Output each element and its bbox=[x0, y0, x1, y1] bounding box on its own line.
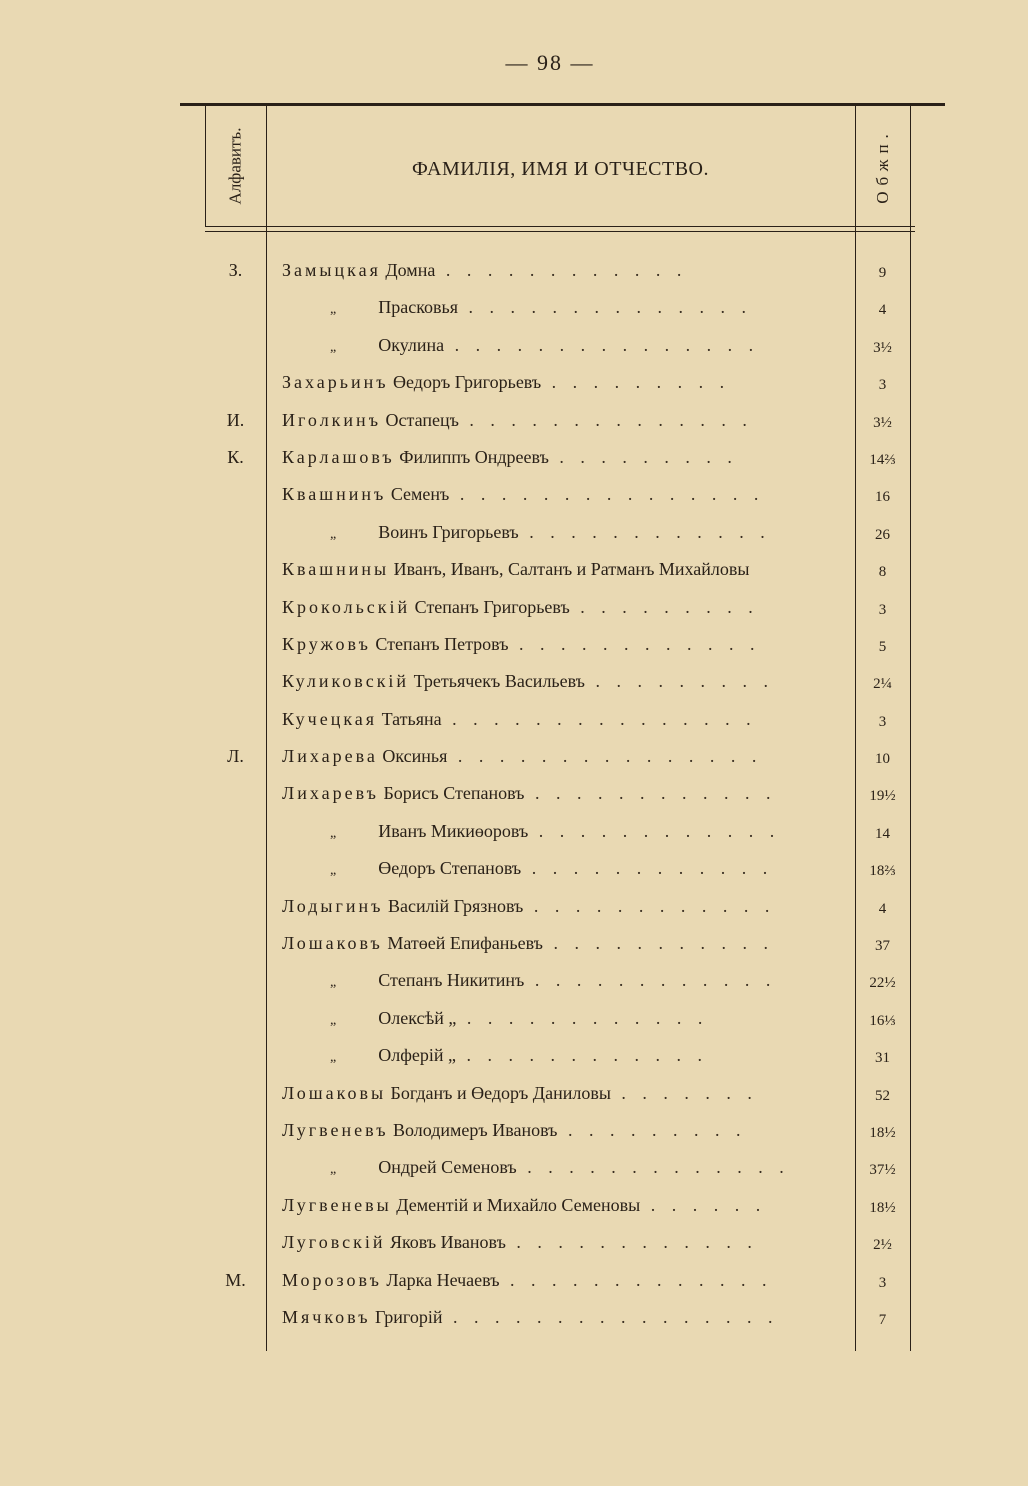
alphabet-letter: З. bbox=[228, 260, 243, 280]
leader-dots: . . . . . . . . . . . . bbox=[528, 820, 781, 841]
given-name: Прасковья bbox=[378, 297, 459, 318]
table-row bbox=[180, 330, 915, 367]
obzh-count: 8 bbox=[878, 564, 887, 581]
leader-dots: . . . . . . . . . . . . bbox=[505, 1232, 758, 1253]
obzh-count: 16 bbox=[875, 489, 890, 506]
given-name: Борисъ Степановъ bbox=[378, 783, 525, 804]
header-bottom-rule-double bbox=[205, 231, 915, 232]
obzh-count: 3½ bbox=[873, 339, 892, 356]
given-name: Степанъ Никитинъ bbox=[378, 970, 525, 991]
obzh-count: 37 bbox=[875, 938, 890, 955]
given-name: Дементій и Михайло Семеновы bbox=[391, 1194, 641, 1215]
surname: Мячковъ bbox=[282, 1306, 371, 1327]
alphabet-letter: И. bbox=[226, 409, 245, 430]
obzh-count: 3½ bbox=[873, 414, 892, 431]
table-row bbox=[180, 741, 915, 778]
ditto-mark: „ bbox=[330, 1162, 337, 1178]
table-row bbox=[180, 1227, 915, 1264]
given-name: Третьячекъ Васильевъ bbox=[409, 671, 585, 692]
leader-dots: . . . . . . . . . . . . bbox=[456, 1007, 709, 1028]
register-table bbox=[180, 103, 915, 1353]
person-name bbox=[282, 970, 842, 991]
leader-dots: . . . . . . . . . . . bbox=[542, 933, 774, 954]
obzh-count: 19½ bbox=[869, 788, 896, 805]
person-name bbox=[282, 297, 842, 318]
surname: Захарьинъ bbox=[282, 372, 389, 393]
ditto-mark: „ bbox=[330, 1012, 337, 1028]
obzh-count: 16⅓ bbox=[869, 1012, 896, 1029]
person-name bbox=[282, 335, 842, 356]
surname: Кучецкая bbox=[282, 708, 378, 729]
alphabet-column-header bbox=[205, 106, 266, 226]
leader-dots: . . . . . . . . . . . . . . . . bbox=[442, 1306, 779, 1327]
person-name bbox=[282, 896, 842, 917]
surname: Карлашовъ bbox=[282, 446, 395, 467]
surname: Лихарева bbox=[282, 746, 378, 767]
table-row bbox=[180, 367, 915, 404]
given-name: Богданъ и Өедоръ Даниловы bbox=[386, 1082, 611, 1103]
person-name bbox=[282, 1270, 842, 1291]
table-row bbox=[180, 255, 915, 292]
leader-dots: . . . . . . . . . . . . . . . bbox=[449, 484, 765, 505]
given-name: Степанъ Петровъ bbox=[370, 633, 509, 654]
given-name: Домна bbox=[380, 260, 436, 280]
leader-dots: . . . . . . . . . . . . . . bbox=[458, 297, 753, 318]
leader-dots: . . . . . . . . . bbox=[569, 596, 759, 617]
table-row bbox=[180, 1003, 915, 1040]
leader-dots: . . . . . . . . . bbox=[557, 1119, 747, 1140]
leader-dots: . . . . . . . . . . . . bbox=[508, 633, 761, 654]
leader-dots: . . . . . . . . . bbox=[541, 372, 731, 393]
alphabet-letter: К. bbox=[227, 446, 244, 467]
surname: Квашнины bbox=[282, 559, 390, 580]
table-row bbox=[180, 292, 915, 329]
alphabet-letter: Л. bbox=[227, 746, 244, 767]
surname: Иголкинъ bbox=[282, 409, 381, 430]
obzh-count: 10 bbox=[875, 751, 890, 768]
person-name bbox=[282, 821, 842, 842]
person-name bbox=[282, 709, 842, 730]
person-name bbox=[282, 597, 842, 618]
given-name: Өедоръ Степановъ bbox=[378, 858, 522, 879]
given-name: Ондрей Семеновъ bbox=[378, 1157, 517, 1178]
table-row bbox=[180, 442, 915, 479]
given-name: Василій Грязновъ bbox=[383, 895, 524, 916]
table-row bbox=[180, 629, 915, 666]
count-column-header bbox=[855, 106, 910, 226]
given-name: Воинъ Григорьевъ bbox=[378, 521, 519, 542]
leader-dots: . . . . . . . . . . . . bbox=[518, 521, 771, 542]
person-name bbox=[282, 559, 842, 580]
table-row bbox=[180, 1265, 915, 1302]
given-name: Оксинья bbox=[377, 746, 448, 767]
ditto-mark: „ bbox=[330, 302, 337, 318]
given-name: Григорій bbox=[370, 1306, 443, 1327]
count-header-label: Обжп. bbox=[872, 128, 892, 204]
person-name bbox=[282, 1195, 842, 1216]
table-row bbox=[180, 1078, 915, 1115]
obzh-count: 22½ bbox=[869, 975, 896, 992]
obzh-count: 3 bbox=[878, 377, 887, 394]
obzh-count: 3 bbox=[878, 1274, 887, 1291]
surname: Кружовъ bbox=[282, 633, 371, 654]
given-name: Володимеръ Ивановъ bbox=[388, 1119, 558, 1140]
obzh-count: 37½ bbox=[869, 1162, 896, 1179]
given-name: Степанъ Григорьевъ bbox=[410, 596, 570, 617]
leader-dots: . . . . . . . . . . . . . . bbox=[458, 409, 753, 430]
given-name: Иванъ, Иванъ, Салтанъ и Ратманъ Михайловы bbox=[389, 559, 750, 580]
table-row bbox=[180, 816, 915, 853]
obzh-count: 4 bbox=[878, 302, 887, 319]
name-column-header: ФАМИЛІЯ, ИМЯ И ОТЧЕСТВО. bbox=[412, 158, 709, 180]
person-name bbox=[282, 1232, 842, 1253]
obzh-count: 2½ bbox=[873, 1237, 892, 1254]
table-row bbox=[180, 1302, 915, 1339]
obzh-count: 18½ bbox=[869, 1199, 896, 1216]
table-row bbox=[180, 965, 915, 1002]
obzh-count: 4 bbox=[878, 900, 887, 917]
person-name bbox=[282, 447, 842, 468]
person-name bbox=[282, 634, 842, 655]
leader-dots: . . . . . . . . . . . . bbox=[524, 970, 777, 991]
table-row bbox=[180, 778, 915, 815]
table-row bbox=[180, 704, 915, 741]
given-name: Яковъ Ивановъ bbox=[385, 1232, 506, 1253]
surname: Лошаковъ bbox=[282, 933, 383, 954]
surname: Лошаковы bbox=[282, 1082, 387, 1103]
table-row bbox=[180, 517, 915, 554]
table-top-rule bbox=[180, 103, 945, 106]
table-row bbox=[180, 1115, 915, 1152]
surname: Куликовскій bbox=[282, 671, 410, 692]
alphabet-header-label: Алфавитъ. bbox=[225, 127, 245, 205]
ditto-mark: „ bbox=[330, 825, 337, 841]
given-name: Ларка Нечаевъ bbox=[381, 1269, 500, 1290]
obzh-count: 14⅔ bbox=[869, 451, 896, 468]
surname: Лугвеневъ bbox=[282, 1119, 389, 1140]
ditto-mark: „ bbox=[330, 339, 337, 355]
given-name: Филиппъ Ондреевъ bbox=[394, 446, 549, 467]
obzh-count: 52 bbox=[875, 1087, 890, 1104]
given-name: Иванъ Микиөоровъ bbox=[378, 820, 529, 841]
surname: Лугвеневы bbox=[282, 1194, 392, 1215]
leader-dots: . . . . . . . . . bbox=[584, 671, 774, 692]
person-name bbox=[282, 522, 842, 543]
obzh-count: 3 bbox=[878, 601, 887, 618]
table-body bbox=[180, 255, 915, 1339]
ditto-mark: „ bbox=[330, 863, 337, 879]
leader-dots: . . . . . . . . . . . . . . . bbox=[447, 746, 763, 767]
ditto-mark: „ bbox=[330, 1050, 337, 1066]
person-name bbox=[282, 372, 842, 393]
surname: Крокольскій bbox=[282, 596, 411, 617]
table-row bbox=[180, 479, 915, 516]
surname: Лодыгинъ bbox=[282, 895, 384, 916]
surname: Луговскій bbox=[282, 1232, 386, 1253]
given-name: Остапецъ bbox=[381, 409, 459, 430]
person-name bbox=[282, 260, 842, 281]
table-row bbox=[180, 928, 915, 965]
table-row bbox=[180, 554, 915, 591]
ditto-mark: „ bbox=[330, 526, 337, 542]
page-number: — 98 — bbox=[505, 50, 595, 75]
person-name bbox=[282, 1307, 842, 1328]
given-name: Олексѣй „ bbox=[378, 1007, 457, 1028]
leader-dots: . . . . . . . . . . . . . bbox=[516, 1157, 790, 1178]
obzh-count: 5 bbox=[878, 638, 887, 655]
obzh-count: 18½ bbox=[869, 1124, 896, 1141]
person-name bbox=[282, 671, 842, 692]
table-row bbox=[180, 1040, 915, 1077]
obzh-count: 2¼ bbox=[873, 676, 892, 693]
leader-dots: . . . . . . . . . . . . bbox=[523, 895, 776, 916]
table-row bbox=[180, 1190, 915, 1227]
surname: Лихаревъ bbox=[282, 783, 379, 804]
given-name: Матөей Епифаньевъ bbox=[382, 933, 543, 954]
table-row bbox=[180, 1152, 915, 1189]
ditto-mark: „ bbox=[330, 975, 337, 991]
surname: Морозовъ bbox=[282, 1269, 382, 1290]
person-name bbox=[282, 1008, 842, 1029]
leader-dots: . . . . . . . . . . . . . bbox=[499, 1269, 773, 1290]
given-name: Олферій „ bbox=[378, 1045, 456, 1066]
obzh-count: 26 bbox=[875, 526, 890, 543]
obzh-count: 3 bbox=[878, 713, 887, 730]
person-name bbox=[282, 484, 842, 505]
leader-dots: . . . . . . . . . . . . bbox=[435, 260, 688, 280]
leader-dots: . . . . . . . . . bbox=[548, 446, 738, 467]
person-name bbox=[282, 933, 842, 954]
given-name: Өедоръ Григорьевъ bbox=[388, 372, 542, 393]
table-row bbox=[180, 853, 915, 890]
obzh-count: 18⅔ bbox=[869, 863, 896, 880]
alphabet-letter: М. bbox=[225, 1269, 246, 1290]
table-row bbox=[180, 592, 915, 629]
table-row bbox=[180, 666, 915, 703]
surname: Квашнинъ bbox=[282, 484, 387, 505]
person-name bbox=[282, 1157, 842, 1178]
person-name bbox=[282, 746, 842, 767]
person-name bbox=[282, 1083, 842, 1104]
table-row bbox=[180, 891, 915, 928]
header-bottom-rule bbox=[205, 226, 915, 227]
given-name: Татьяна bbox=[377, 708, 442, 729]
person-name bbox=[282, 410, 842, 431]
person-name bbox=[282, 1120, 842, 1141]
leader-dots: . . . . . . . . . . . . . . . bbox=[444, 334, 760, 355]
person-name bbox=[282, 783, 842, 804]
leader-dots: . . . . . . . . . . . . bbox=[521, 858, 774, 879]
obzh-count: 7 bbox=[878, 1311, 887, 1328]
leader-dots: . . . . . . . . . . . . . . . bbox=[441, 708, 757, 729]
table-row bbox=[180, 405, 915, 442]
person-name bbox=[282, 1045, 842, 1066]
leader-dots: . . . . . . . . . . . . bbox=[524, 783, 777, 804]
leader-dots: . . . . . . . bbox=[610, 1082, 758, 1103]
surname: Замыцкая bbox=[282, 260, 381, 280]
given-name: Окулина bbox=[378, 334, 445, 355]
person-name bbox=[282, 858, 842, 879]
obzh-count: 14 bbox=[875, 825, 890, 842]
obzh-count: 9 bbox=[878, 265, 887, 281]
obzh-count: 31 bbox=[875, 1050, 890, 1067]
given-name: Семенъ bbox=[386, 484, 450, 505]
leader-dots: . . . . . . bbox=[640, 1194, 767, 1215]
leader-dots: . . . . . . . . . . . . bbox=[455, 1045, 708, 1066]
